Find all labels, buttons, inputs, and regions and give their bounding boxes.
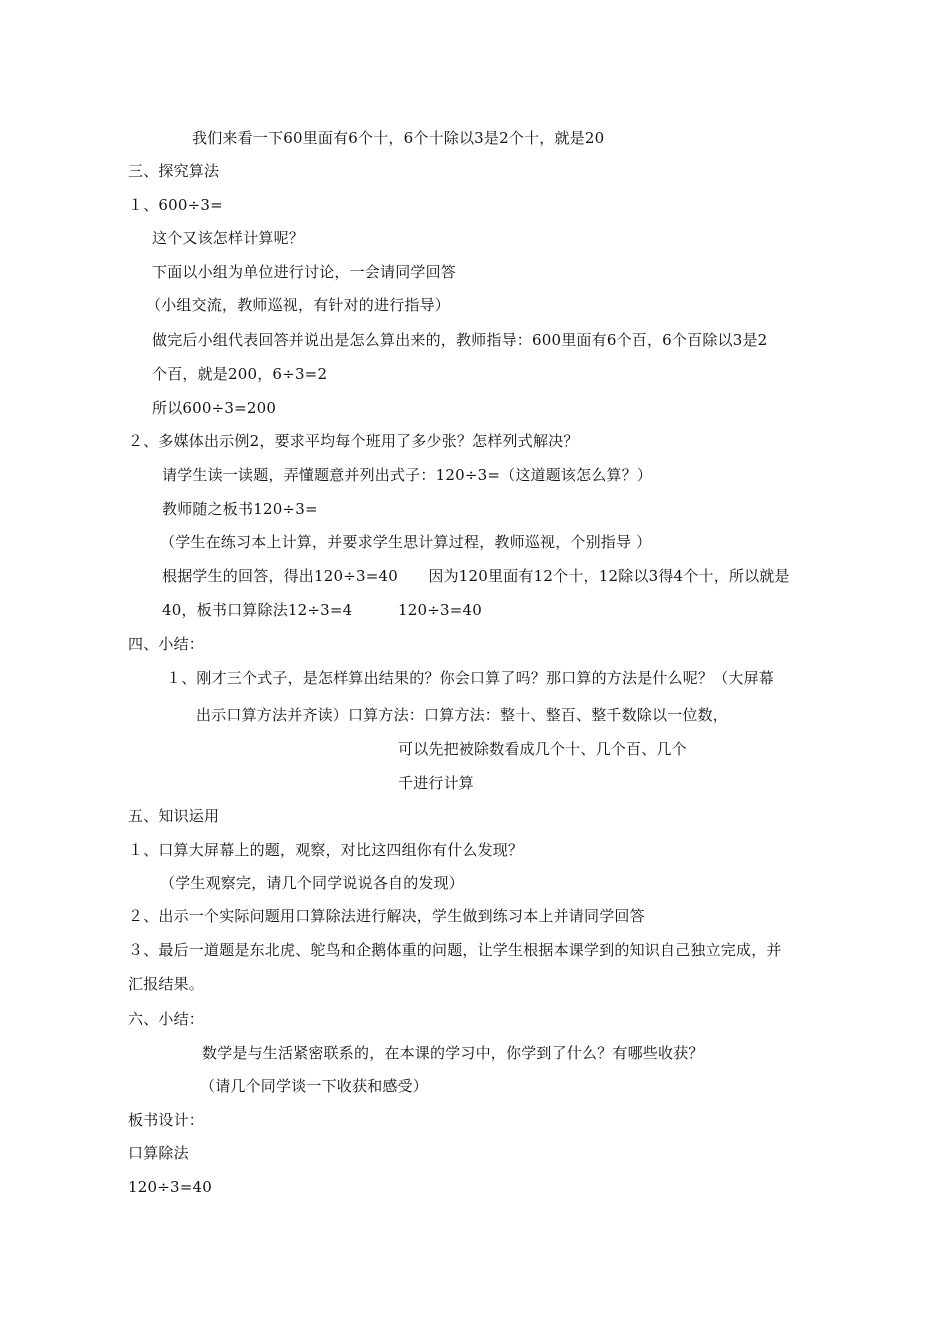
- paragraph-line: 120÷3=40: [128, 1178, 212, 1196]
- list-item: １、口算大屏幕上的题，观察，对比这四组你有什么发现？: [128, 841, 524, 859]
- paragraph-line: （学生在练习本上计算，并要求学生思计算过程，教师巡视，个别指导 ）: [160, 533, 652, 551]
- paragraph-line: 下面以小组为单位进行讨论，一会请同学回答: [152, 263, 457, 281]
- section-heading: 三、探究算法: [128, 162, 220, 180]
- paragraph-line: （学生观察完，请几个同学说说各自的发现）: [160, 874, 465, 892]
- paragraph-line: 口算除法: [128, 1144, 189, 1162]
- paragraph-line: 个百，就是200，6÷3=2: [152, 365, 328, 383]
- list-item: ２、多媒体出示例2，要求平均每个班用了多少张？怎样列式解决？: [128, 432, 579, 450]
- paragraph-line: 可以先把被除数看成几个十、几个百、几个: [398, 740, 687, 758]
- paragraph-line: 出示口算方法并齐读）口算方法：口算方法：整十、整百、整千数除以一位数，: [196, 706, 729, 724]
- paragraph-line: 所以600÷3=200: [152, 399, 277, 417]
- paragraph-line: 这个又该怎样计算呢？: [152, 229, 305, 247]
- paragraph-line: 千进行计算: [398, 774, 475, 792]
- paragraph-line: 我们来看一下60里面有6个十，6个十除以3是2个十，就是20: [192, 129, 605, 147]
- paragraph-line: 请学生读一读题，弄懂题意并列出式子：120÷3=（这道题该怎么算？）: [162, 466, 653, 484]
- paragraph-line: 根据学生的回答，得出120÷3=40 因为120里面有12个十，12除以3得4个十，所以就是: [162, 567, 790, 585]
- paragraph-line: 数学是与生活紧密联系的，在本课的学习中，你学到了什么？有哪些收获？: [202, 1044, 704, 1062]
- paragraph-line: 汇报结果。: [128, 975, 205, 993]
- list-item: １、600÷3=: [128, 196, 223, 214]
- list-item: １、刚才三个式子，是怎样算出结果的？你会口算了吗？那口算的方法是什么呢？（大屏幕: [166, 669, 775, 687]
- list-item: ２、出示一个实际问题用口算除法进行解决，学生做到练习本上并请同学回答: [128, 907, 645, 925]
- paragraph-line: （请几个同学谈一下收获和感受）: [200, 1077, 429, 1095]
- section-heading: 六、小结：: [128, 1010, 205, 1028]
- section-heading: 五、知识运用: [128, 807, 220, 825]
- section-heading: 板书设计：: [128, 1111, 205, 1129]
- paragraph-line: （小组交流，教师巡视，有针对的进行指导）: [146, 296, 451, 314]
- section-heading: 四、小结：: [128, 635, 205, 653]
- paragraph-line: 做完后小组代表回答并说出是怎么算出来的，教师指导：600里面有6个百，6个百除以3是2: [152, 331, 768, 349]
- list-item: ３、最后一道题是东北虎、鸵鸟和企鹅体重的问题，让学生根据本课学到的知识自己独立完成，并: [128, 941, 782, 959]
- paragraph-line: 40，板书口算除法12÷3=4 120÷3=40: [162, 601, 482, 619]
- paragraph-line: 教师随之板书120÷3=: [162, 500, 318, 518]
